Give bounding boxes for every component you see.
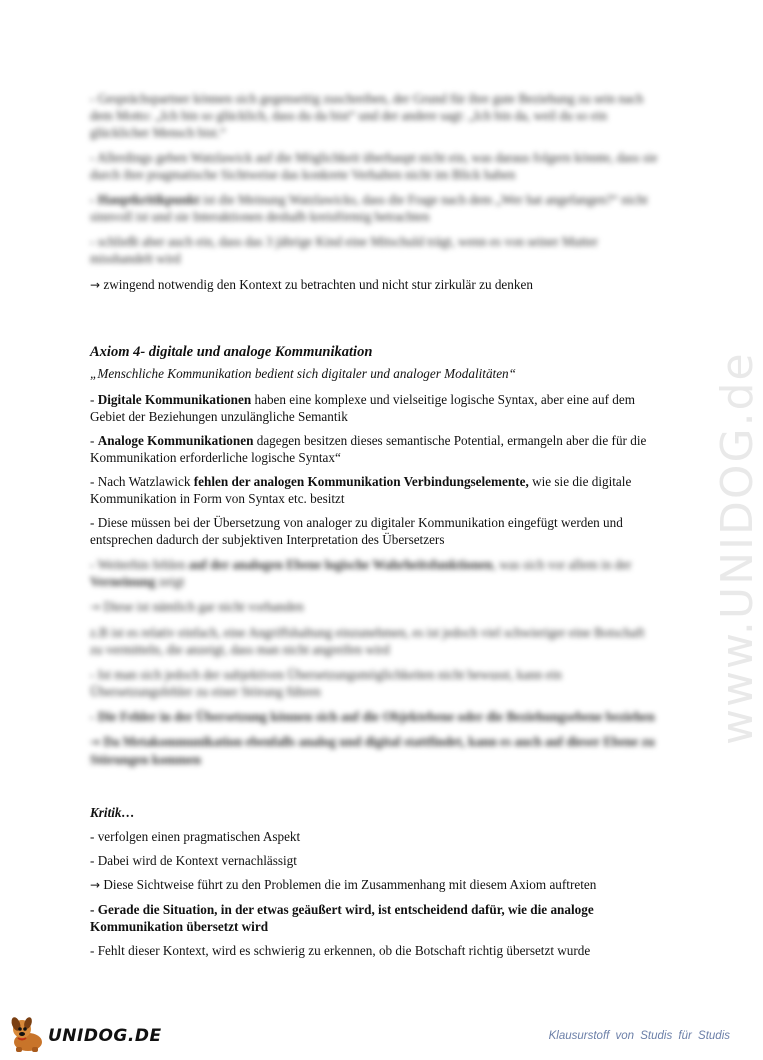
bold-term: fehlen der analogen Kommunikation Verbindungselemente, [193,474,529,489]
paragraph-text: dagegen besitzen dieses semantische Potential, ermangeln aber die für die Kommunikation erforderliche logische Syntax“ [90,433,647,465]
blurred-paragraph-6 [90,598,660,616]
blurred-paragraph-5 [90,556,660,590]
blurred-paragraph-8: - Ist man sich jedoch der subjektiven Übersetzungsmöglichkeiten nicht bewusst, kann ein Übersetzungsfehler zu einer Störung führen [90,667,562,699]
paragraph-watzlawick [90,473,660,507]
arrow-icon: → [90,735,101,749]
blurred-text: Diese ist nämlich gar nicht vorhanden [103,599,304,614]
kritik-item-3 [90,876,660,894]
blurred-paragraph-7: z.B ist es relativ einfach, eine Angriffshaltung einzunehmen, es ist jedoch viel schwieriger eine Botschaft zu vermitteln, die anzeigt, dass man nicht angreifen wird [90,625,645,657]
section-heading-axiom4: Axiom 4- digitale und analoge Kommunikation [90,344,373,360]
blurred-paragraph-1: - Gesprächspartner können sich gegenseitig zuschreiben, der Grund für ihre gute Beziehung zu sein nach dem Motto: „Ich bin so glücklich, dass du da bist“ und der andere sagt: „Ich bin da, weil du so ein glücklicher Mensch bist.“ [90,91,644,140]
blurred-paragraph-9: - Die Fehler in der Übersetzung können sich auf die Objektebene oder die Beziehungsebene beziehen [90,709,655,724]
paragraph-text: - Nach Watzlawick [90,474,194,489]
arrow-icon: → [90,878,101,892]
blurred-text: - Weiterhin fehlen [90,557,189,572]
unidog-logo[interactable] [8,1012,168,1054]
bold-term: Analoge Kommunikationen [97,433,254,448]
kritik-item-4: - Gerade die Situation, in der etwas geäußert wird, ist entscheidend dafür, wie die analoge Kommunikation übersetzt wird [90,902,594,934]
kritik-text: Diese Sichtweise führt zu den Problemen die im Zusammenhang mit diesem Axiom auftreten [103,877,597,892]
paragraph-digital [90,391,660,425]
paragraph-analog [90,432,660,466]
bullet-dash: - [90,392,98,407]
kritik-item-1: - verfolgen einen pragmatischen Aspekt [90,829,301,844]
paragraph-translation: - Diese müssen bei der Übersetzung von analoger zu digitaler Kommunikation eingefügt werden und entsprechen dadurch der subjektiven Interpretation des Übersetzers [90,515,623,547]
blurred-text: ist die Meinung Watzlawicks, dass die Frage nach dem „Wer hat angefangen?“ nicht sinnvoll ist und sie Interaktionen deshalb kreisförmig betrachten [90,192,648,224]
blurred-bold-text: Verneinung [90,574,156,589]
blurred-text: , was sich vor allem in der [492,557,632,572]
arrow-icon: → [90,278,101,292]
kritik-item-5: - Fehlt dieser Kontext, wird es schwierig zu erkennen, ob die Botschaft richtig übersetzt wurde [90,943,591,958]
blurred-text: Da Metakommunikation ebenfalls analog und digital stattfindet, kann es auch auf dieser Ebene zu Störungen kommen [90,734,655,767]
blurred-text: zeigt [155,574,185,589]
blurred-paragraph-2: - Allerdings geben Watzlawick auf die Möglichkeit überhaupt nicht ein, was daraus folgern könnte, dass sie durch ihre pragmatische Sichtweise das konkrete Verhalten nicht im Blick haben [90,150,658,182]
paragraph-text: haben eine komplexe und vielseitige logische Syntax, aber eine auf dem Gebiet der Beziehungen unzulängliche Semantik [90,392,635,424]
blurred-paragraph-10 [90,733,660,768]
blurred-paragraph-3 [90,191,660,225]
conclusion-line [90,276,660,294]
kritik-item-2: - Dabei wird de Kontext vernachlässigt [90,853,297,868]
logo-text: UNIDOG.DE [48,1026,162,1046]
bold-term: Digitale Kommunikationen [97,392,252,407]
watermark [712,275,763,745]
page-content [90,90,660,959]
axiom-quote: „Menschliche Kommunikation bedient sich digitaler und analoger Modalitäten“ [90,366,516,381]
footer-tagline: Klausurstoff von Studis für Studis [548,1030,730,1042]
watermark-text: www.UNIDOG.de [712,351,763,745]
blurred-bold-text: - Hauptkritikpunkt [90,192,200,207]
section-heading-kritik: Kritik… [90,805,135,820]
paragraph-text: wie sie die digitale Kommunikation in Form von Syntax etc. besitzt [90,474,632,506]
blurred-bold-text: auf der analogen Ebene logische Wahrheitsfunktionen [188,557,493,572]
blurred-paragraph-4: - schließt aber auch ein, dass das 3 jährige Kind eine Mitschuld trägt, wenn es von seiner Mutter misshandelt wird [90,234,598,266]
conclusion-text: zwingend notwendig den Kontext zu betrachten und nicht stur zirkulär zu denken [103,277,533,292]
dog-icon [8,1012,50,1054]
bullet-dash: - [90,433,98,448]
arrow-icon: → [90,600,101,614]
